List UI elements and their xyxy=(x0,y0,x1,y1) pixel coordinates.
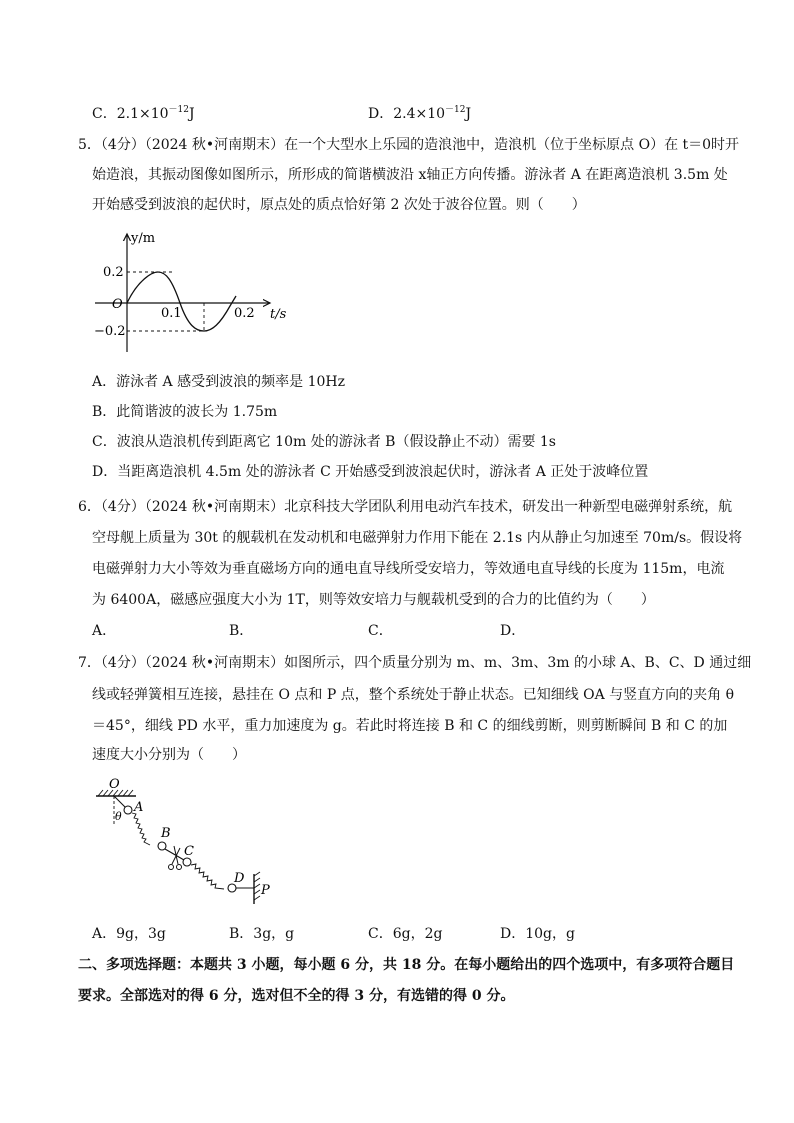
q5-vibration-graph xyxy=(90,228,310,358)
q7-option-b: B．3g，g xyxy=(229,926,295,942)
q6-line-3: 电磁弹射力大小等效为垂直磁场方向的通电直导线所受安培力，等效通电直导线的长度为 115m，电流 xyxy=(92,561,725,577)
q5-line-1: 5．（4分）（2024 秋•河南期末）在一个大型水上乐园的造浪池中，造浪机（位于坐标原点 O）在 t＝0时开 xyxy=(78,137,740,153)
ball-c xyxy=(183,858,191,866)
option-c-text: C．2.1×10 xyxy=(92,106,169,122)
q7-option-c: C．6g，2g xyxy=(368,926,443,942)
option-d-energy xyxy=(368,100,471,124)
label-c: C xyxy=(184,844,194,859)
option-c-exponent: －12 xyxy=(168,105,189,115)
y-axis-label: y/m xyxy=(131,231,156,246)
label-p: P xyxy=(261,883,270,898)
q6-line-2: 空母舰上质量为 30t 的舰载机在发动机和电磁弹射力作用下能在 2.1s 内从静止匀加速至 70m/s。假设将 xyxy=(92,530,743,546)
q5-option-d: D．当距离造浪机 4.5m 处的游泳者 C 开始感受到波浪起伏时，游泳者 A 正处于波峰位置 xyxy=(92,464,649,480)
ball-b xyxy=(158,842,166,850)
label-theta: θ xyxy=(115,810,122,823)
label-a: A xyxy=(134,800,144,815)
option-c-unit: J xyxy=(188,106,195,122)
q7-line-1: 7．（4分）（2024 秋•河南期末）如图所示，四个质量分别为 m、m、3m、3m 的小球 A、B、C、D 通过细 xyxy=(78,655,752,671)
q7-option-a: A．9g，3g xyxy=(92,926,166,942)
q5-option-a: A．游泳者 A 感受到波浪的频率是 10Hz xyxy=(92,374,345,390)
q6-option-b: B． xyxy=(229,623,254,639)
q5-line-3: 开始感受到波浪的起伏时，原点处的质点恰好第 2 次处于波谷位置。则（ ） xyxy=(92,197,586,213)
y-pos-label: 0.2 xyxy=(103,265,124,280)
section2-line-2: 要求。全部选对的得 6 分，选对但不全的得 3 分，有选错的得 0 分。 xyxy=(78,988,515,1004)
section2-line-1: 二、多项选择题：本题共 3 小题，每小题 6 分，共 18 分。在每小题给出的四个选项中，有多项符合题目 xyxy=(78,957,735,973)
q7-option-d: D．10g，g xyxy=(500,926,575,942)
q7-spring-figure xyxy=(92,774,282,912)
spring-cd xyxy=(191,864,224,889)
q6-option-c: C． xyxy=(368,623,393,639)
origin-label: O xyxy=(112,297,123,312)
option-d-exponent: －12 xyxy=(445,105,466,115)
y-neg-label: −0.2 xyxy=(94,324,126,339)
q5-option-c: C．波浪从造浪机传到距离它 10m 处的游泳者 B（假设静止不动）需要 1s xyxy=(92,434,556,450)
q7-line-4: 速度大小分别为（ ） xyxy=(92,747,246,763)
t-axis-label: t/s xyxy=(270,307,287,322)
t2-label: 0.2 xyxy=(234,306,255,321)
label-b: B xyxy=(161,826,171,841)
q7-line-2: 线或轻弹簧相互连接，悬挂在 O 点和 P 点，整个系统处于静止状态。已知细线 OA 与竖直方向的夹角 θ xyxy=(92,687,735,703)
q6-option-a: A． xyxy=(92,623,117,639)
option-c-energy xyxy=(92,100,195,124)
label-d: D xyxy=(234,871,245,886)
q7-line-3: ＝45°，细线 PD 水平，重力加速度为 g。若此时将连接 B 和 C 的细线剪断，则剪断瞬间 B 和 C 的加 xyxy=(92,718,728,734)
option-d-unit: J xyxy=(465,106,472,122)
sine-curve xyxy=(127,272,236,331)
label-o: O xyxy=(109,777,120,792)
q5-line-2: 始造浪，其振动图像如图所示，所形成的简谐横波沿 x轴正方向传播。游泳者 A 在距离造浪机 3.5m 处 xyxy=(92,167,728,183)
q6-option-d: D． xyxy=(500,623,526,639)
t1-label: 0.1 xyxy=(161,306,182,321)
q6-line-1: 6．（4分）（2024 秋•河南期末）北京科技大学团队利用电动汽车技术，研发出一种新型电磁弹射系统，航 xyxy=(78,499,733,515)
option-d-text: D．2.4×10 xyxy=(368,106,446,122)
q5-option-b: B．此简谐波的波长为 1.75m xyxy=(92,404,278,420)
spring-ab xyxy=(132,813,150,845)
q6-line-4: 为 6400A，磁感应强度大小为 1T，则等效安培力与舰载机受到的合力的比值约为（ ） xyxy=(92,592,655,608)
ball-a xyxy=(124,806,132,814)
